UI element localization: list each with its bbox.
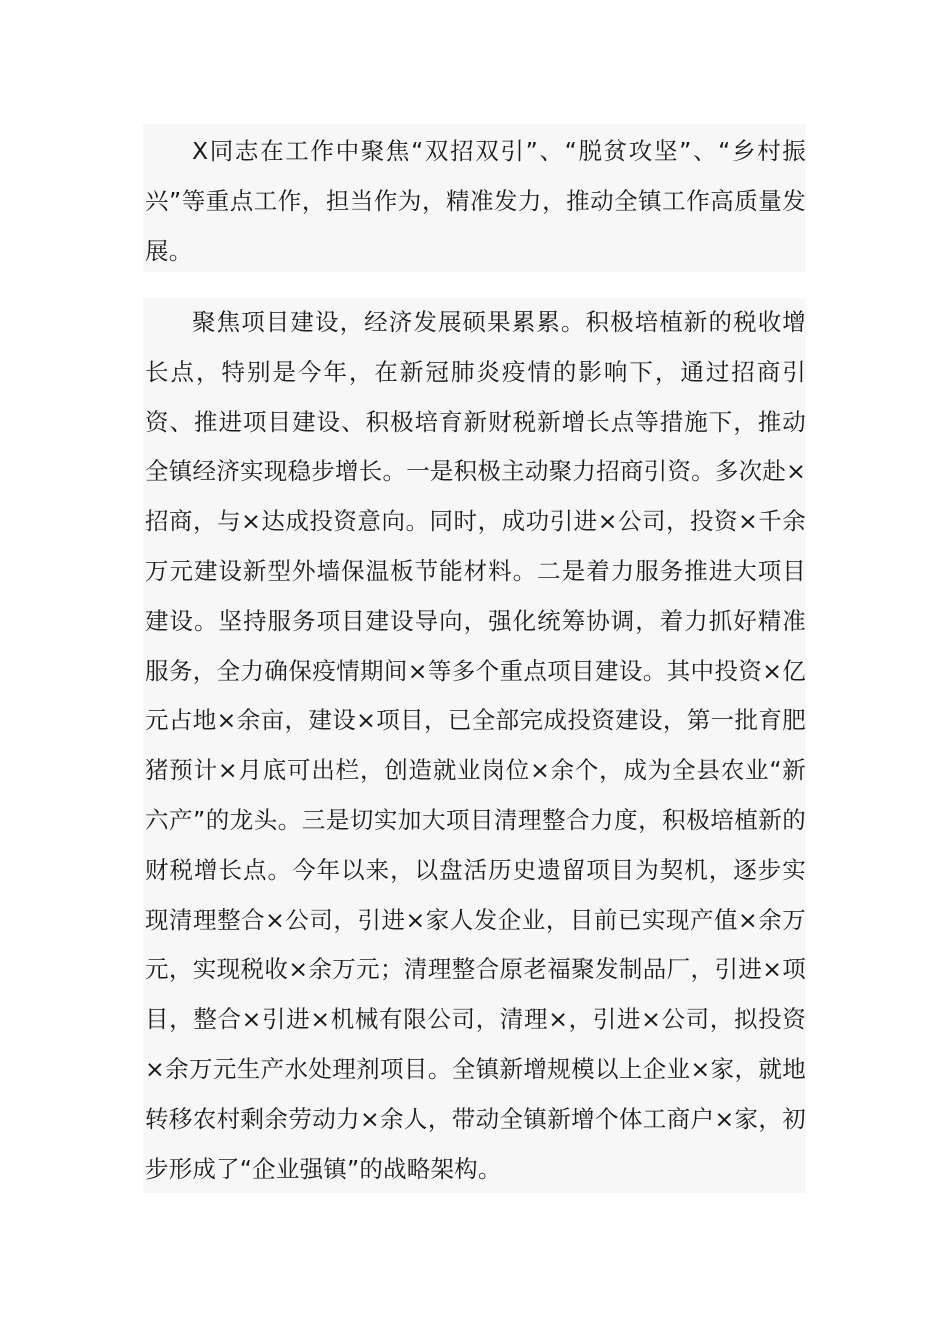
paragraph-block-intro bbox=[143, 124, 806, 272]
paragraph-block-project bbox=[143, 298, 806, 1193]
paragraph-intro: X同志在工作中聚焦“双招双引”、“脱贫攻坚”、“乡村振兴”等重点工作，担当作为，精准发力，推动全镇工作高质量发展。 bbox=[145, 137, 806, 265]
paragraph-project-construction: 聚焦项目建设，经济发展硕果累累。积极培植新的税收增长点，特别是今年，在新冠肺炎疫情的影响下，通过招商引资、推进项目建设、积极培育新财税新增长点等措施下，推动全镇经济实现稳步增长。一是积极主动聚力招商引资。多次赴×招商，与×达成投资意向。同时，成功引进×公司，投资×千余万元建设新型外墙保温板节能材料。二是着力服务推进大项目建设。坚持服务项目建设导向，强化统筹协调，着力抓好精准服务，全力确保疫情期间×等多个重点项目建设。其中投资×亿元占地×余亩，建设×项目，已全部完成投资建设，第一批育肥猪预计×月底可出栏，创造就业岗位×余个，成为全县农业“新六产”的龙头。三是切实加大项目清理整合力度，积极培植新的财税增长点。今年以来，以盘活历史遗留项目为契机，逐步实现清理整合×公司，引进×家人发企业，目前已实现产值×余万元，实现税收×余万元；清理整合原老福聚发制品厂，引进×项目，整合×引进×机械有限公司，清理×，引进×公司，拟投资×余万元生产水处理剂项目。全镇新增规模以上企业×家，就地转移农村剩余劳动力×余人，带动全镇新增个体工商户×家，初步形成了“企业强镇”的战略架构。 bbox=[145, 308, 806, 1183]
